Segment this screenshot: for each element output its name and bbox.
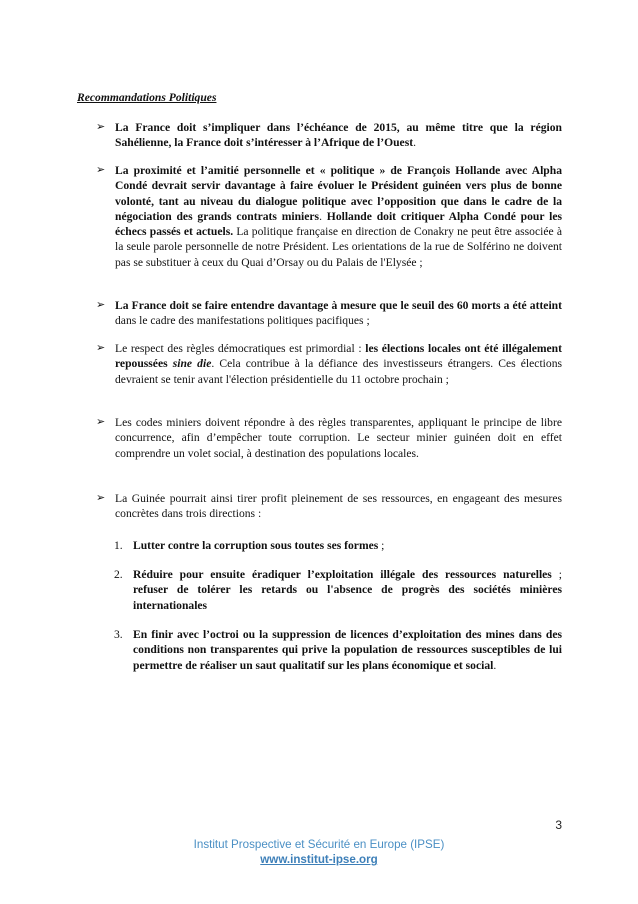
- italic-bold-text: sine die: [172, 357, 212, 371]
- section-heading: Recommandations Politiques: [77, 91, 217, 104]
- bold-text: En finir avec l’octroi ou la suppression de licences d’exploitation des mines dans des conditions non transparentes qui prive la population de ressources susceptibles de lui permettre de réaliser un saut qualitatif sur les plans économique et social: [133, 628, 562, 672]
- footer-website-link[interactable]: www.institut-ipse.org: [260, 853, 378, 866]
- footer-organization: Institut Prospective et Sécurité en Europe (IPSE): [193, 838, 445, 851]
- bold-text: refuser de tolérer les retards ou l'absence de progrès des sociétés minières internationales: [133, 583, 562, 612]
- numbered-item: 1. Lutter contre la corruption sous toutes ses formes ;: [114, 539, 385, 552]
- bold-text: La France doit se faire entendre davantage à mesure que le seuil des 60 morts a été atteint: [115, 299, 562, 312]
- bold-text: Lutter contre la corruption sous toutes ses formes: [133, 539, 379, 552]
- item-number: 2.: [114, 568, 123, 581]
- arrow-bullet-icon: ➢: [96, 164, 106, 176]
- bold-text: Hollande doit critiquer Alpha Condé pour les échecs passés et actuels.: [115, 209, 562, 239]
- numbered-item: 3. En finir avec l’octroi ou la suppression de licences d’exploitation des mines dans des conditions non transparentes qui prive la population de ressources susceptibles de lui permettre de réaliser un saut qualitatif sur les plans économique et social.: [114, 628, 562, 672]
- bold-text: les élections locales ont été illégalement repoussées: [115, 342, 562, 371]
- bullet-item: ➢ La proximité et l’amitié personnelle et « politique » de François Hollande avec Alpha Condé devrait servir davantage à faire évoluer le Président guinéen vers plus de bonne volonté, tant au niveau du dialogue politique avec l’opposition que dans le cadre de la négociation des grands contrats miniers. Hollande doit critiquer Alpha Condé pour les échecs passés et actuels. La politique française en direction de Conakry ne peut être associée à la seule parole personnelle de notre Président. Les orientations de la rue de Solférino ne doivent pas se substituer à ceux du Quai d’Orsay ou du Palais de l'Elysée ;: [96, 164, 562, 269]
- item-number: 3.: [114, 628, 123, 641]
- arrow-bullet-icon: ➢: [96, 342, 106, 354]
- numbered-item: 2. Réduire pour ensuite éradiquer l’exploitation illégale des ressources naturelles ; refuser de tolérer les retards ou l'absence de progrès des sociétés minières internationales: [114, 568, 562, 612]
- arrow-bullet-icon: ➢: [96, 492, 106, 504]
- bold-text: La France doit s’impliquer dans l’échéance de 2015, au même titre que la région Sahélienne, la France doit s’intéresser à l’Afrique de l’Ouest: [115, 121, 562, 150]
- item-number: 1.: [114, 539, 123, 552]
- arrow-bullet-icon: ➢: [96, 416, 106, 428]
- bullet-item: ➢ Les codes miniers doivent répondre à des règles transparentes, appliquant le principe de libre concurrence, afin d’empêcher toute corruption. Le secteur minier guinéen doit en effet comprendre un volet social, à destination des populations locales.: [96, 416, 562, 460]
- arrow-bullet-icon: ➢: [96, 121, 106, 133]
- bold-text: La proximité et l’amitié personnelle et « politique » de François Hollande avec Alpha Condé devrait servir davantage à faire évoluer le Président guinéen vers plus de bonne volonté, tant au niveau du dialogue politique avec l’opposition que dans le cadre de la négociation des grands contrats miniers: [115, 164, 562, 223]
- bullet-item: ➢ Le respect des règles démocratiques est primordial : les élections locales ont été illégalement repoussées sine die. Cela contribue à la défiance des investisseurs étrangers. Ces élections devraient se tenir avant l'élection présidentielle du 11 octobre prochain ;: [96, 342, 562, 386]
- page-number: 3: [555, 818, 562, 832]
- bullet-item: ➢ La France doit s’impliquer dans l’échéance de 2015, au même titre que la région Sahélienne, la France doit s’intéresser à l’Afrique de l’Ouest.: [96, 121, 562, 150]
- bullet-item: ➢ La France doit se faire entendre davantage à mesure que le seuil des 60 morts a été atteint dans le cadre des manifestations politiques pacifiques ;: [96, 299, 562, 328]
- arrow-bullet-icon: ➢: [96, 299, 106, 311]
- bold-text: Réduire pour ensuite éradiquer l’exploitation illégale des ressources naturelles: [133, 568, 552, 581]
- bullet-item: ➢ La Guinée pourrait ainsi tirer profit pleinement de ses ressources, en engageant des mesures concrètes dans trois directions :: [96, 492, 562, 521]
